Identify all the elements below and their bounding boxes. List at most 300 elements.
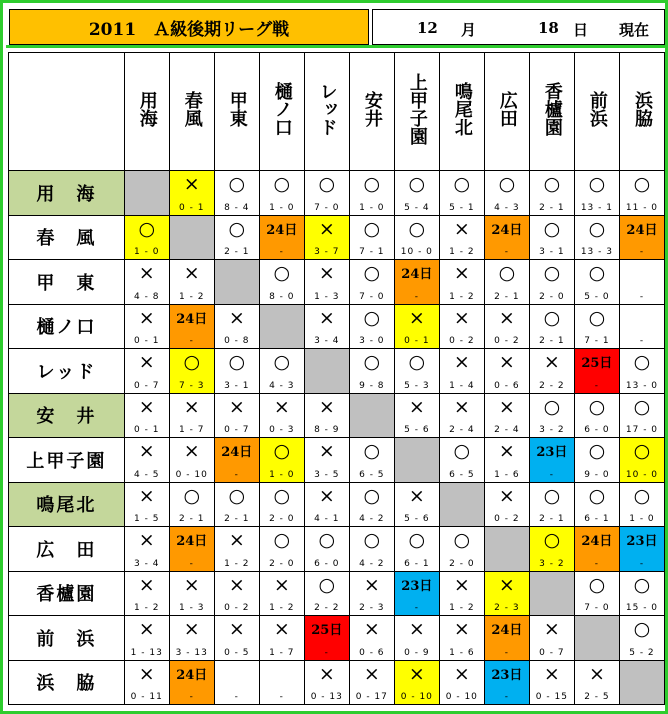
match-score: 4 - 2 — [359, 514, 385, 524]
win-mark-icon: ○ — [363, 306, 381, 329]
win-mark-icon: ○ — [408, 351, 426, 373]
match-cell — [124, 616, 169, 661]
row-header: 香櫨園 — [9, 571, 125, 616]
match-cell — [349, 304, 394, 349]
column-header — [304, 53, 349, 171]
match-cell — [214, 571, 259, 616]
loss-mark-icon: × — [498, 395, 515, 418]
match-score: 1 - 4 — [449, 380, 475, 391]
win-mark-icon: ○ — [633, 484, 651, 507]
match-score: 3 - 13 — [175, 647, 208, 658]
match-score: 4 - 3 — [269, 380, 295, 391]
match-cell — [529, 215, 574, 260]
loss-mark-icon: × — [498, 351, 515, 373]
team-row — [9, 393, 665, 438]
scheduled-date: 24日 — [176, 311, 208, 327]
loss-mark-icon: × — [453, 618, 470, 640]
match-cell — [169, 304, 214, 349]
column-header — [619, 53, 664, 171]
match-cell — [574, 393, 619, 438]
win-mark-icon: ○ — [633, 395, 651, 418]
match-cell — [619, 482, 664, 527]
match-cell — [169, 171, 214, 216]
as-of-date — [372, 9, 665, 45]
loss-mark-icon: × — [408, 618, 425, 640]
match-score: 2 - 1 — [539, 336, 565, 346]
win-mark-icon: ○ — [408, 217, 426, 240]
loss-mark-icon: × — [138, 573, 155, 596]
match-score: 2 - 0 — [269, 514, 295, 524]
win-mark-icon: ○ — [498, 262, 516, 284]
win-mark-icon: ○ — [318, 573, 336, 596]
match-score: 4 - 1 — [314, 514, 340, 524]
scheduled-date: 24日 — [626, 222, 658, 238]
match-score: - — [189, 336, 194, 346]
match-cell — [304, 393, 349, 438]
win-mark-icon: ○ — [228, 484, 246, 507]
match-cell — [349, 171, 394, 216]
loss-mark-icon: × — [453, 262, 470, 284]
column-header — [394, 53, 439, 171]
team-row — [9, 527, 665, 572]
loss-mark-icon: × — [363, 618, 380, 640]
win-mark-icon: ○ — [273, 484, 291, 507]
match-score: - — [414, 603, 419, 613]
match-score: 7 - 0 — [359, 291, 385, 302]
loss-mark-icon: × — [318, 484, 335, 507]
match-score: 9 - 0 — [584, 469, 610, 480]
match-score: 0 - 10 — [175, 469, 208, 480]
match-cell — [439, 349, 484, 394]
match-cell — [349, 260, 394, 305]
match-cell — [484, 571, 529, 616]
match-score: 5 - 2 — [629, 647, 655, 658]
match-cell — [439, 171, 484, 216]
loss-mark-icon: × — [498, 484, 515, 507]
loss-mark-icon: × — [588, 662, 605, 685]
win-mark-icon: ○ — [453, 440, 471, 462]
match-score: 3 - 2 — [539, 425, 565, 435]
match-score: 1 - 7 — [269, 647, 295, 658]
match-score: - — [594, 558, 600, 569]
team-row — [9, 171, 665, 216]
match-score: 2 - 5 — [584, 692, 610, 702]
self-match-cell — [574, 616, 619, 661]
match-score: 0 - 3 — [269, 425, 295, 435]
row-header: 安 井 — [9, 393, 125, 438]
header-bar — [6, 6, 668, 48]
win-mark-icon: ○ — [228, 217, 246, 240]
match-score: 0 - 9 — [404, 647, 430, 658]
loss-mark-icon: × — [273, 395, 290, 418]
match-cell — [214, 438, 259, 483]
match-cell — [529, 438, 574, 483]
column-header-label: 春風 — [181, 90, 203, 127]
win-mark-icon: ○ — [453, 173, 471, 195]
win-mark-icon: ○ — [273, 440, 291, 462]
match-cell — [169, 438, 214, 483]
match-cell — [214, 393, 259, 438]
win-mark-icon: ○ — [543, 529, 561, 551]
match-score: - — [504, 692, 509, 702]
loss-mark-icon: × — [273, 618, 290, 640]
month-unit: 月 — [461, 21, 477, 39]
match-score: 0 - 7 — [224, 425, 250, 435]
loss-mark-icon: × — [453, 662, 470, 685]
column-header-label: 甲東 — [226, 90, 248, 127]
match-cell — [124, 393, 169, 438]
match-cell — [349, 527, 394, 572]
match-cell — [484, 260, 529, 305]
match-cell — [169, 616, 214, 661]
match-score: - — [639, 247, 645, 257]
match-score: 0 - 10 — [400, 692, 433, 702]
match-cell — [574, 438, 619, 483]
win-mark-icon: ○ — [183, 351, 201, 373]
match-cell — [214, 482, 259, 527]
win-mark-icon: ○ — [543, 395, 561, 418]
match-cell — [484, 304, 529, 349]
match-score: 1 - 0 — [359, 202, 385, 213]
match-cell — [439, 260, 484, 305]
match-score: 7 - 0 — [314, 202, 340, 213]
self-match-cell — [619, 660, 664, 705]
team-row — [9, 438, 665, 483]
column-header-label: 安井 — [361, 90, 383, 127]
match-score: 6 - 5 — [359, 469, 385, 480]
match-cell — [259, 171, 304, 216]
match-score: 13 - 3 — [580, 247, 613, 257]
day-unit: 日 — [573, 21, 589, 39]
win-mark-icon: ○ — [363, 262, 381, 284]
match-cell — [529, 482, 574, 527]
match-cell — [304, 171, 349, 216]
loss-mark-icon: × — [408, 662, 425, 685]
match-cell — [214, 660, 259, 705]
match-cell — [619, 304, 664, 349]
loss-mark-icon: × — [228, 395, 245, 418]
match-score: - — [594, 380, 600, 391]
match-score: 15 - 0 — [625, 603, 659, 613]
row-header: 樋ノ口 — [9, 304, 125, 349]
team-row — [9, 260, 665, 305]
team-row — [9, 660, 665, 705]
match-cell — [394, 393, 439, 438]
match-score: - — [639, 336, 645, 346]
match-cell — [619, 171, 664, 216]
match-cell — [619, 571, 664, 616]
loss-mark-icon: × — [543, 351, 560, 373]
match-score: 0 - 2 — [224, 603, 250, 613]
win-mark-icon: ○ — [273, 351, 291, 373]
match-cell — [619, 616, 664, 661]
match-cell — [394, 304, 439, 349]
match-score: 6 - 5 — [449, 469, 475, 480]
scheduled-date: 23日 — [491, 667, 523, 683]
match-cell — [394, 616, 439, 661]
match-score: 3 - 7 — [314, 247, 340, 257]
match-cell — [304, 260, 349, 305]
scheduled-date: 24日 — [176, 534, 208, 549]
loss-mark-icon: × — [498, 306, 515, 329]
match-cell — [214, 349, 259, 394]
row-header: 上甲子園 — [9, 438, 125, 483]
month-number: 12 — [417, 19, 438, 37]
win-mark-icon: ○ — [633, 618, 651, 640]
win-mark-icon: ○ — [633, 440, 651, 462]
win-mark-icon: ○ — [543, 173, 561, 195]
match-cell — [349, 215, 394, 260]
match-score: 1 - 5 — [134, 514, 160, 524]
column-header-row — [9, 53, 665, 171]
match-score: 2 - 1 — [539, 202, 565, 213]
match-score: 4 - 2 — [359, 558, 385, 569]
match-score: 2 - 4 — [449, 425, 475, 435]
win-mark-icon: ○ — [273, 262, 291, 284]
column-header — [214, 53, 259, 171]
match-cell — [484, 393, 529, 438]
column-header — [169, 53, 214, 171]
loss-mark-icon: × — [138, 351, 155, 373]
win-mark-icon: ○ — [543, 306, 561, 329]
team-row — [9, 215, 665, 260]
loss-mark-icon: × — [453, 573, 470, 596]
match-score: 1 - 0 — [629, 514, 655, 524]
scheduled-date: 24日 — [176, 667, 208, 683]
row-header: 鳴尾北 — [9, 482, 125, 527]
match-cell — [259, 260, 304, 305]
match-cell — [574, 571, 619, 616]
match-score: 10 - 0 — [625, 469, 659, 480]
match-score: 2 - 1 — [494, 291, 520, 302]
match-score: 0 - 2 — [494, 514, 520, 524]
match-cell — [439, 660, 484, 705]
loss-mark-icon: × — [138, 662, 155, 685]
win-mark-icon: ○ — [318, 173, 336, 195]
match-score: 1 - 2 — [224, 558, 250, 569]
match-cell — [124, 304, 169, 349]
win-mark-icon: ○ — [318, 529, 336, 551]
match-score: 4 - 3 — [494, 202, 520, 213]
match-score: - — [549, 469, 554, 480]
win-mark-icon: ○ — [453, 529, 471, 551]
team-row — [9, 616, 665, 661]
match-score: 4 - 5 — [134, 469, 160, 480]
loss-mark-icon: × — [228, 529, 245, 551]
loss-mark-icon: × — [453, 306, 470, 329]
match-score: 8 - 9 — [314, 425, 340, 435]
loss-mark-icon: × — [138, 529, 155, 551]
loss-mark-icon: × — [408, 484, 425, 507]
match-cell — [259, 215, 304, 260]
match-cell — [619, 393, 664, 438]
loss-mark-icon: × — [318, 662, 335, 685]
self-match-cell — [484, 527, 529, 572]
team-row — [9, 571, 665, 616]
match-cell — [304, 527, 349, 572]
loss-mark-icon: × — [183, 440, 200, 462]
win-mark-icon: ○ — [588, 262, 606, 284]
column-header-label: レッド — [316, 81, 338, 136]
match-score: - — [234, 692, 239, 702]
match-score: 1 - 2 — [449, 291, 475, 302]
match-cell — [169, 393, 214, 438]
loss-mark-icon: × — [138, 262, 155, 284]
match-score: 2 - 1 — [224, 247, 250, 257]
match-cell — [574, 660, 619, 705]
match-score: 1 - 3 — [314, 291, 340, 302]
match-score: 9 - 8 — [359, 380, 385, 391]
match-cell — [484, 616, 529, 661]
match-score: - — [504, 247, 509, 257]
match-cell — [484, 482, 529, 527]
match-cell — [349, 482, 394, 527]
column-header-label: 前浜 — [586, 90, 608, 127]
match-score: 1 - 3 — [179, 603, 205, 613]
match-score: 5 - 1 — [449, 202, 475, 213]
match-score: 5 - 6 — [404, 425, 430, 435]
match-cell — [304, 304, 349, 349]
loss-mark-icon: × — [183, 618, 200, 640]
match-cell — [214, 527, 259, 572]
match-score: 0 - 15 — [535, 692, 568, 702]
match-score: 5 - 6 — [404, 514, 430, 524]
match-cell — [169, 482, 214, 527]
league-title: 2011 Ａ級後期リーグ戦 — [9, 9, 369, 45]
match-score: 6 - 0 — [584, 425, 610, 435]
match-cell — [169, 660, 214, 705]
scheduled-date: 23日 — [401, 578, 433, 594]
match-score: 4 - 8 — [134, 291, 160, 302]
column-header — [259, 53, 304, 171]
win-mark-icon: ○ — [363, 529, 381, 551]
match-cell — [574, 215, 619, 260]
match-cell — [259, 438, 304, 483]
match-cell — [259, 527, 304, 572]
scheduled-date: 24日 — [266, 222, 298, 238]
scheduled-date: 23日 — [536, 445, 568, 460]
match-score: 0 - 2 — [494, 336, 520, 346]
match-cell — [124, 215, 169, 260]
row-header: 春 風 — [9, 215, 125, 260]
match-score: - — [279, 247, 284, 257]
match-score: - — [189, 558, 194, 569]
match-score: 7 - 1 — [359, 247, 385, 257]
match-score: 0 - 1 — [134, 425, 160, 435]
match-score: - — [639, 291, 645, 302]
loss-mark-icon: × — [543, 662, 560, 685]
match-cell — [259, 393, 304, 438]
match-cell — [349, 660, 394, 705]
loss-mark-icon: × — [183, 573, 200, 596]
win-mark-icon: ○ — [408, 173, 426, 195]
win-mark-icon: ○ — [633, 173, 651, 195]
column-header-label: 香櫨園 — [541, 81, 563, 136]
loss-mark-icon: × — [453, 395, 470, 418]
match-cell — [259, 616, 304, 661]
column-header — [574, 53, 619, 171]
match-cell — [169, 260, 214, 305]
match-score: 2 - 3 — [494, 603, 520, 613]
match-score: 1 - 6 — [494, 469, 520, 480]
self-match-cell — [214, 260, 259, 305]
match-score: 1 - 0 — [134, 247, 160, 257]
self-match-cell — [349, 393, 394, 438]
loss-mark-icon: × — [318, 217, 335, 240]
match-cell — [619, 215, 664, 260]
win-mark-icon: ○ — [138, 217, 156, 240]
match-cell — [574, 349, 619, 394]
win-mark-icon: ○ — [363, 440, 381, 462]
self-match-cell — [169, 215, 214, 260]
loss-mark-icon: × — [318, 395, 335, 418]
loss-mark-icon: × — [138, 306, 155, 329]
win-mark-icon: ○ — [363, 217, 381, 240]
match-cell — [394, 171, 439, 216]
row-header: 広 田 — [9, 527, 125, 572]
match-cell — [349, 438, 394, 483]
match-cell — [124, 571, 169, 616]
loss-mark-icon: × — [183, 173, 200, 195]
win-mark-icon: ○ — [543, 217, 561, 240]
match-score: 0 - 2 — [449, 336, 475, 346]
match-cell — [304, 616, 349, 661]
match-score: 2 - 3 — [359, 603, 385, 613]
match-score: 8 - 4 — [224, 202, 250, 213]
match-cell — [394, 349, 439, 394]
scheduled-date: 25日 — [581, 356, 613, 371]
match-cell — [619, 349, 664, 394]
match-cell — [439, 571, 484, 616]
match-cell — [124, 349, 169, 394]
match-cell — [484, 215, 529, 260]
loss-mark-icon: × — [138, 618, 155, 640]
match-score: 13 - 1 — [580, 202, 613, 213]
day-number: 18 — [538, 19, 559, 37]
win-mark-icon: ○ — [228, 351, 246, 373]
match-cell — [259, 349, 304, 394]
match-score: 2 - 4 — [494, 425, 520, 435]
win-mark-icon: ○ — [183, 484, 201, 507]
match-score: 7 - 3 — [179, 380, 205, 391]
match-score: 13 - 0 — [625, 380, 659, 391]
loss-mark-icon: × — [408, 395, 425, 418]
match-score: 2 - 2 — [539, 380, 565, 391]
corner-cell — [9, 53, 125, 171]
win-mark-icon: ○ — [588, 484, 606, 507]
match-score: - — [414, 291, 419, 302]
match-score: 0 - 7 — [134, 380, 160, 391]
match-score: 0 - 11 — [130, 692, 163, 702]
match-score: 3 - 5 — [314, 469, 340, 480]
match-cell — [304, 571, 349, 616]
match-cell — [394, 571, 439, 616]
match-cell — [439, 215, 484, 260]
match-cell — [439, 304, 484, 349]
win-mark-icon: ○ — [588, 173, 606, 195]
match-score: 1 - 0 — [269, 469, 295, 480]
match-score: 6 - 1 — [404, 558, 430, 569]
match-score: 3 - 1 — [539, 247, 565, 257]
column-header — [439, 53, 484, 171]
loss-mark-icon: × — [498, 573, 515, 596]
column-header — [124, 53, 169, 171]
as-of-label: 現在 — [619, 21, 650, 39]
win-mark-icon: ○ — [588, 395, 606, 418]
match-score: 0 - 17 — [355, 692, 388, 702]
self-match-cell — [124, 171, 169, 216]
match-score: 1 - 6 — [449, 647, 475, 658]
